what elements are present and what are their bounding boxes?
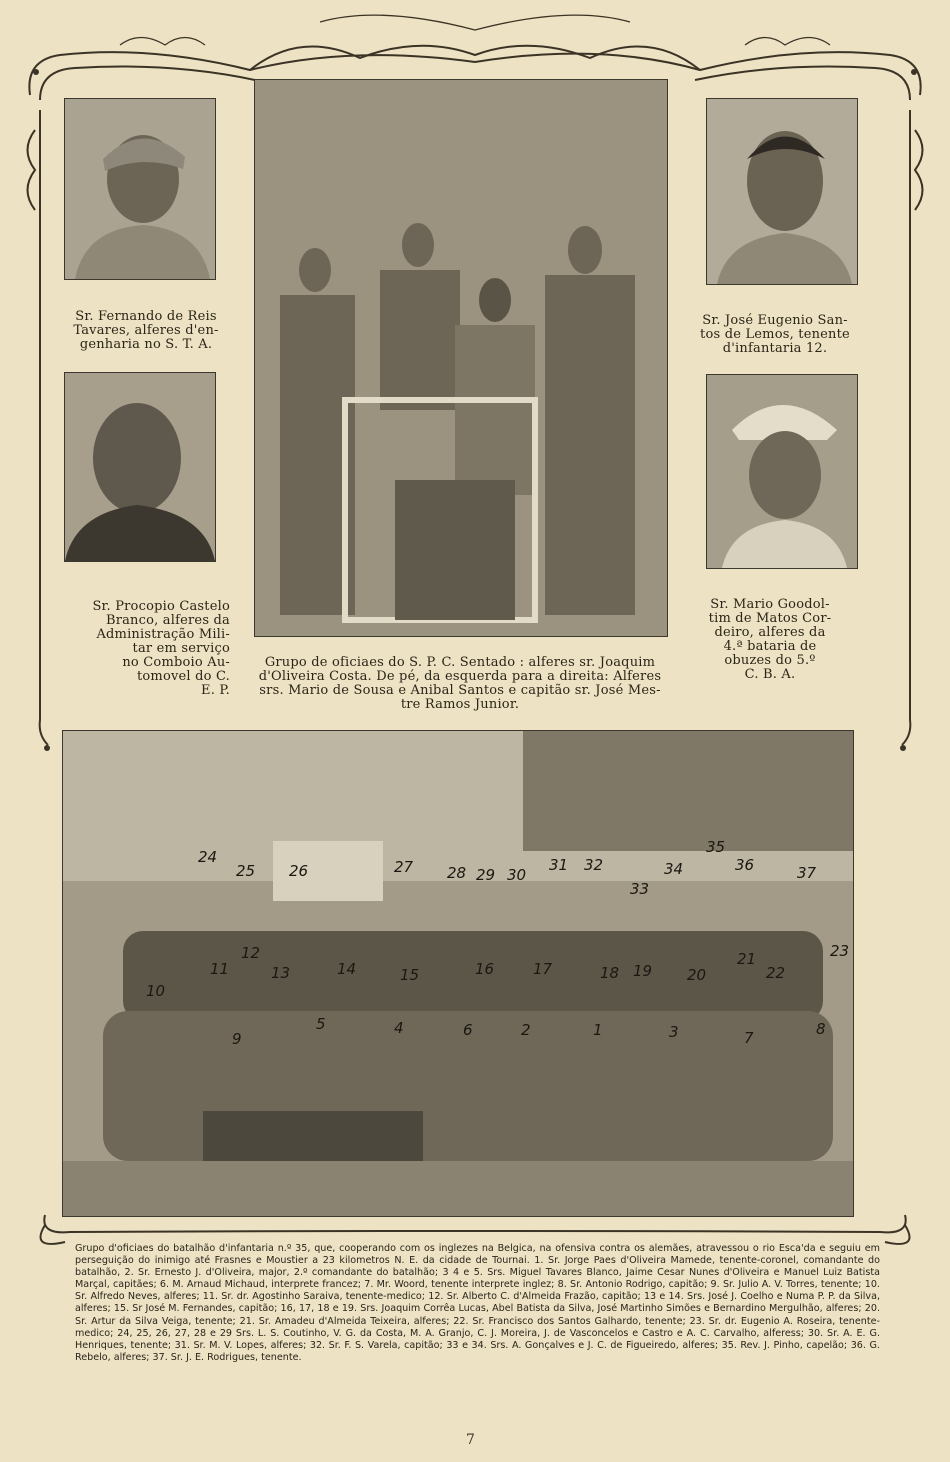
portrait-figure-icon [65, 99, 215, 279]
caption-line: deiro, alferes da [714, 625, 826, 640]
officer-number-label: 20 [687, 966, 707, 984]
officer-number-label: 3 [669, 1023, 679, 1041]
page-number: 7 [466, 1432, 475, 1448]
officer-number-label: 23 [830, 942, 850, 960]
caption-line: Tavares, alferes d'en- [73, 323, 219, 338]
officers-group-figure-icon [255, 80, 667, 636]
caption-line: tos de Lemos, tenente [700, 327, 850, 342]
battalion-group-figure-icon [63, 731, 853, 1216]
officer-number-label: 5 [316, 1015, 326, 1033]
officer-number-label: 2 [521, 1021, 531, 1039]
caption-line: Sr. José Eugenio San- [702, 313, 848, 328]
officer-number-label: 18 [600, 964, 620, 982]
officer-number-label: 36 [735, 856, 755, 874]
caption-line: E. P. [201, 683, 230, 698]
officer-number-label: 33 [630, 880, 650, 898]
caption-jose-lemos [680, 314, 870, 356]
caption-line: Sr. Mario Goodol- [710, 597, 830, 612]
officer-number-label: 17 [533, 960, 553, 978]
officer-number-label: 12 [241, 944, 261, 962]
caption-line: C. B. A. [744, 667, 796, 682]
battalion-caption: Grupo d'oficiaes do batalhão d'infantaria n.º 35, que, cooperando com os inglezes na Belgica, na ofensiva contra os alemães, atravessou o rio Esca'da e seguiu em perseguição do inimigo até Frasnes e Moustier a 23 kilometros N. E. da cidade de Tournai. 1. Sr. Jorge Paes d'Oliveira Mamede, tenente-coronel, comandante do batalhão, 2. Sr. Ernesto J. d'Oliveira, major, 2.º comandante do batalhão; 3 4 e 5. Srs. Miguel Tavares Blanco, Jaime Cesar Nunes d'Oliveira e Manuel Luiz Batista Marçal, capitães; 6. M. Arnaud Michaud, interprete francez; 7. Mr. Woord, tenente interprete inglez; 8. Sr. Antonio Rodrigo, capitão; 9. Sr. Julio A. V. Torres, tenente; 10. Sr. Alfredo Neves, alferes; 11. Sr. dr. Agostinho Saraiva, tenente-medico; 12. Sr. Alberto C. d'Almeida Frazão, capitão; 13 e 14. Srs. José J. Coelho e Numa P. P. da Silva, alferes; 15. Sr José M. Fernandes, capitão; 16, 17, 18 e 19. Srs. Joaquim Corrêa Lucas, Abel Batista da Silva, José Martinho Simões e Bernardino Mergulhão, alferes; 20. Sr. Artur da Silva Veiga, tenente; 21. Sr. Amadeu d'Almeida Teixeira, alferes; 22. Sr. Francisco dos Santos Galhardo, tenente; 23. Sr. dr. Eugenio A. Roseira, tenente-medico; 24, 25, 26, 27, 28 e 29 Srs. L. S. Coutinho, V. G. da Costa, M. A. Granjo, C. J. Moreira, J. de Vasconcelos e Castro e A. C. Carvalho, alferess; 30. Sr. A. E. G. Henriques, tenente; 31. Sr. M. V. Lopes, alferes; 32. Sr. F. S. Varela, capitão; 33 e 34. Srs. A. Gonçalves e J. C. de Figueiredo, alferes; 35. Rev. J. Pinho, capelão; 36. G. Rebelo, alferes; 37. Sr. J. E. Rodrigues, tenente. [75, 1243, 880, 1363]
officer-number-label: 14 [337, 960, 357, 978]
officer-number-label: 29 [476, 866, 496, 884]
officer-number-label: 9 [232, 1030, 242, 1048]
portrait-figure-icon [707, 99, 857, 284]
officer-number-label: 8 [816, 1020, 826, 1038]
caption-line: no Comboio Au- [122, 655, 230, 670]
portrait-photo-procopio-branco [64, 372, 216, 562]
caption-line: tim de Matos Cor- [708, 611, 832, 626]
officer-number-label: 30 [507, 866, 527, 884]
portrait-figure-icon [65, 373, 215, 561]
caption-line: Grupo de oficiaes do S. P. C. Sentado : alferes sr. Joaquim [264, 655, 656, 670]
officer-number-label: 1 [593, 1021, 603, 1039]
officer-number-label: 34 [664, 860, 684, 878]
officer-number-label: 6 [463, 1021, 473, 1039]
caption-line: tre Ramos Junior. [400, 697, 520, 712]
battalion-officers-photo [62, 730, 854, 1217]
officer-number-label: 24 [198, 848, 218, 866]
officer-number-label: 27 [394, 858, 414, 876]
caption-line: d'Oliveira Costa. De pé, da esquerda para a direita: Alferes [258, 669, 662, 684]
officer-number-label: 15 [400, 966, 420, 984]
caption-line: tar em serviço [132, 641, 230, 656]
officer-number-label: 22 [766, 964, 786, 982]
officer-number-label: 13 [271, 964, 291, 982]
caption-procopio-branco [40, 600, 230, 698]
caption-spc-group [236, 656, 684, 712]
officer-number-label: 11 [210, 960, 230, 978]
officer-number-label: 32 [584, 856, 604, 874]
caption-line: 4.ª bataria de [723, 639, 817, 654]
caption-line: Branco, alferes da [105, 613, 230, 628]
officer-number-label: 4 [394, 1019, 404, 1037]
caption-line: d'infantaria 12. [722, 341, 828, 356]
caption-line: srs. Mario de Sousa e Anibal Santos e capitão sr. José Mes- [259, 683, 661, 698]
caption-line: genharia no S. T. A. [79, 337, 213, 352]
officer-number-label: 16 [475, 960, 495, 978]
portrait-figure-icon [707, 375, 857, 568]
caption-line: Administração Mili- [96, 627, 230, 642]
officer-number-label: 21 [737, 950, 757, 968]
officer-number-label: 28 [447, 864, 467, 882]
caption-line: Sr. Fernando de Reis [75, 309, 217, 324]
portrait-photo-fernando-tavares [64, 98, 216, 280]
group-photo-spc-officers [254, 79, 668, 637]
caption-fernando-tavares [56, 310, 236, 352]
portrait-photo-jose-lemos [706, 98, 858, 285]
caption-mario-cordeiro [690, 598, 850, 682]
officer-number-label: 7 [744, 1029, 754, 1047]
officer-number-label: 25 [236, 862, 256, 880]
portrait-photo-mario-cordeiro [706, 374, 858, 569]
caption-line: Sr. Procopio Castelo [92, 599, 230, 614]
caption-line: obuzes do 5.º [724, 653, 816, 668]
officer-number-label: 10 [146, 982, 166, 1000]
officer-number-label: 19 [633, 962, 653, 980]
officer-number-label: 26 [289, 862, 309, 880]
officer-number-label: 35 [706, 838, 726, 856]
officer-number-label: 37 [797, 864, 817, 882]
caption-line: tomovel do C. [136, 669, 230, 684]
officer-number-label: 31 [549, 856, 569, 874]
